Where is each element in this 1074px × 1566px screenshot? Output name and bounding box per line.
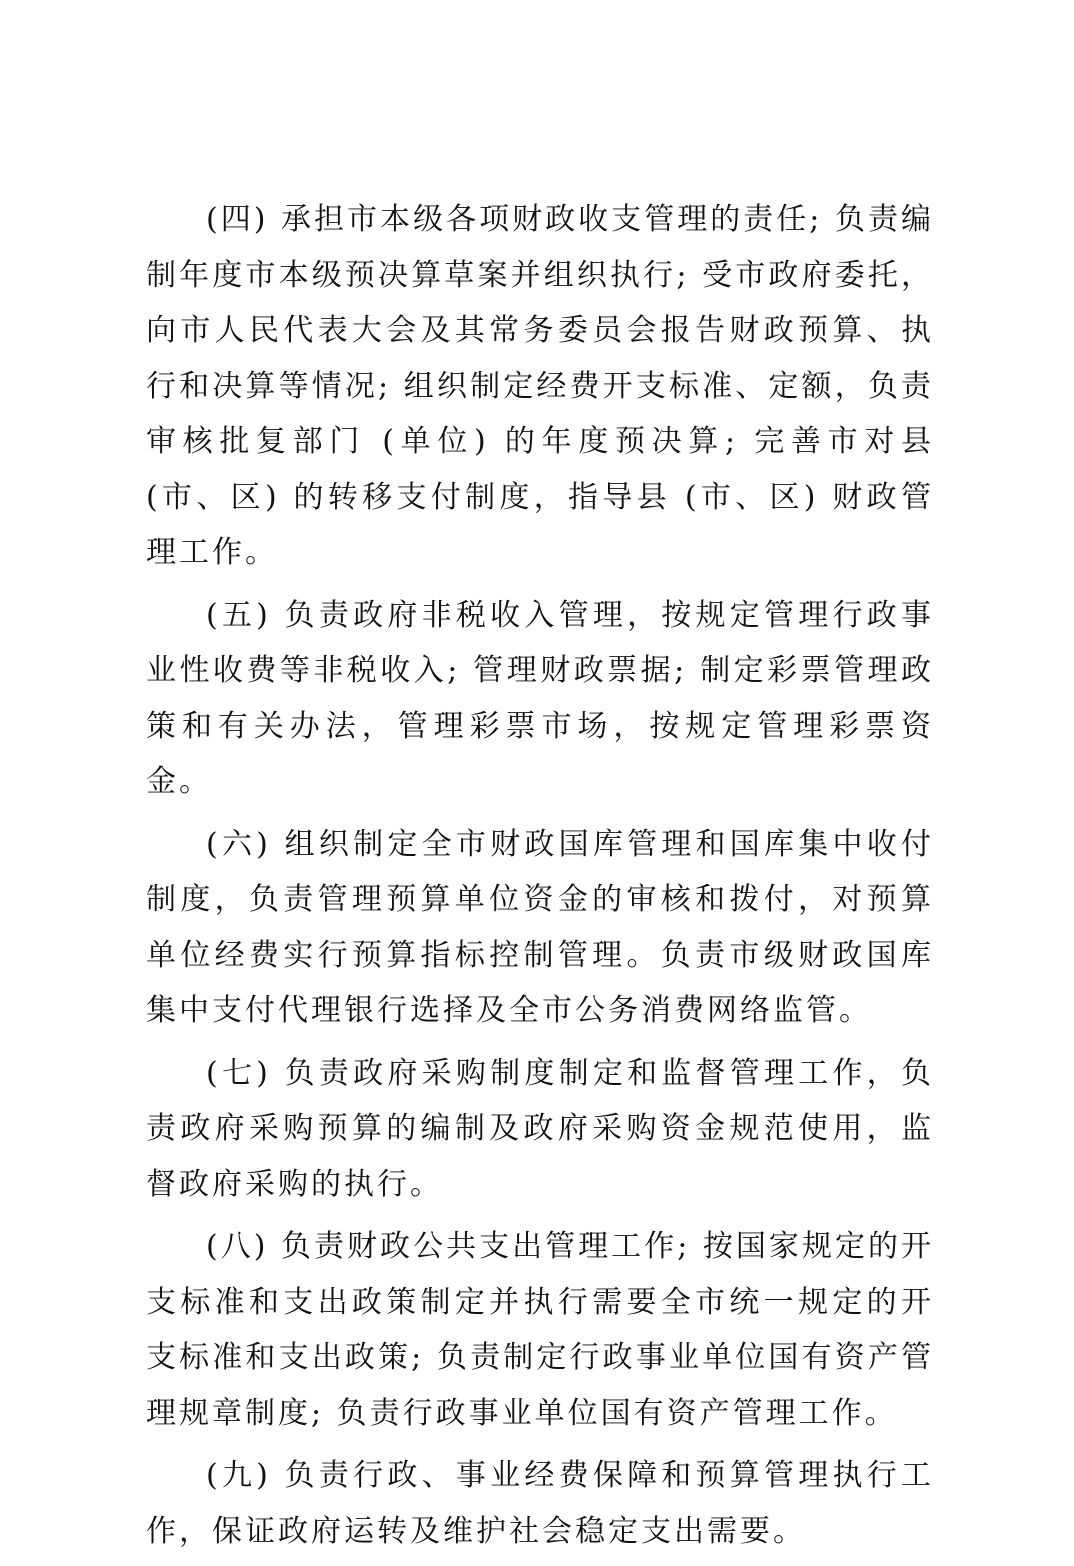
paragraph-item-7: (七) 负责政府采购制度制定和监督管理工作，负责政府采购预算的编制及政府采购资金规范使用，监督政府采购的执行。 bbox=[146, 1055, 934, 1202]
paragraph-item-8: (八) 负责财政公共支出管理工作; 按国家规定的开支标准和支出政策制定并执行需要全市统一规定的开支标准和支出政策; 负责制定行政事业单位国有资产管理规章制度; 负责行政事业单位国有资产管理工作。 bbox=[146, 1229, 934, 1431]
paragraph-item-6: (六) 组织制定全市财政国库管理和国库集中收付制度，负责管理预算单位资金的审核和拨付，对预算单位经费实行预算指标控制管理。负责市级财政国库集中支付代理银行选择及全市公务消费网络监管。 bbox=[146, 826, 934, 1028]
document-body bbox=[146, 192, 934, 1566]
paragraph-item-4: (四) 承担市本级各项财政收支管理的责任; 负责编制年度市本级预决算草案并组织执行; 受市政府委托，向市人民代表大会及其常务委员会报告财政预算、执行和决算等情况; 组织制定经费开支标准、定额，负责审核批复部门 (单位) 的年度预决算; 完善市对县 (市、区) 的转移支付制度，指导县 (市、区) 财政管理工作。 bbox=[146, 202, 934, 570]
paragraph-item-5: (五) 负责政府非税收入管理，按规定管理行政事业性收费等非税收入; 管理财政票据; 制定彩票管理政策和有关办法，管理彩票市场，按规定管理彩票资金。 bbox=[146, 597, 934, 799]
paragraph-item-9: (九) 负责行政、事业经费保障和预算管理执行工作，保证政府运转及维护社会稳定支出需要。 bbox=[146, 1458, 934, 1549]
